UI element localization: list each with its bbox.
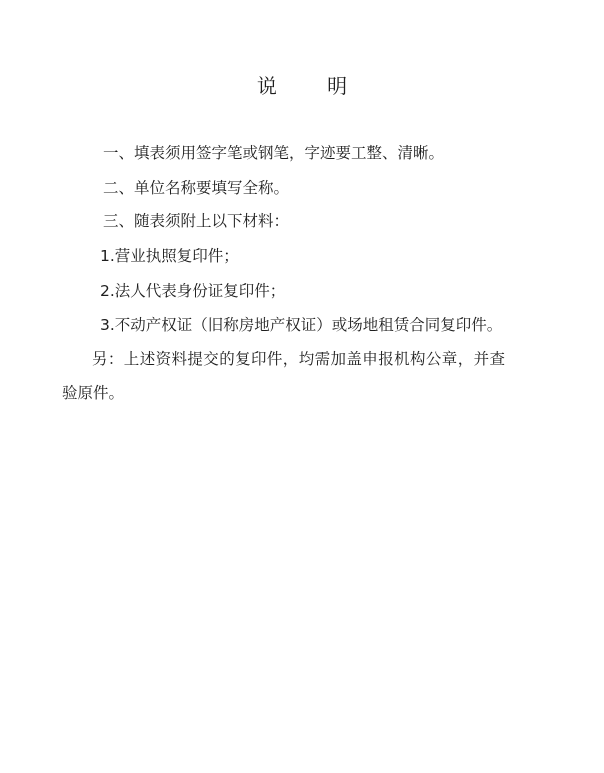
instruction-item-2: 二、单位名称要填写全称。 [103, 179, 290, 197]
material-item-1: 1.营业执照复印件； [100, 247, 239, 265]
page-title: 说 明 [256, 74, 370, 98]
instruction-item-3: 三、随表须附上以下材料： [103, 212, 290, 230]
material-item-2: 2.法人代表身份证复印件； [100, 282, 286, 300]
note-line-2: 验原件。 [62, 384, 125, 402]
instruction-item-1: 一、填表须用签字笔或钢笔，字迹要工整、清晰。 [103, 144, 445, 162]
material-item-3: 3.不动产权证（旧称房地产权证）或场地租赁合同复印件。 [100, 316, 503, 334]
note-line-1: 另：上述资料提交的复印件，均需加盖申报机构公章，并查 [92, 350, 506, 368]
